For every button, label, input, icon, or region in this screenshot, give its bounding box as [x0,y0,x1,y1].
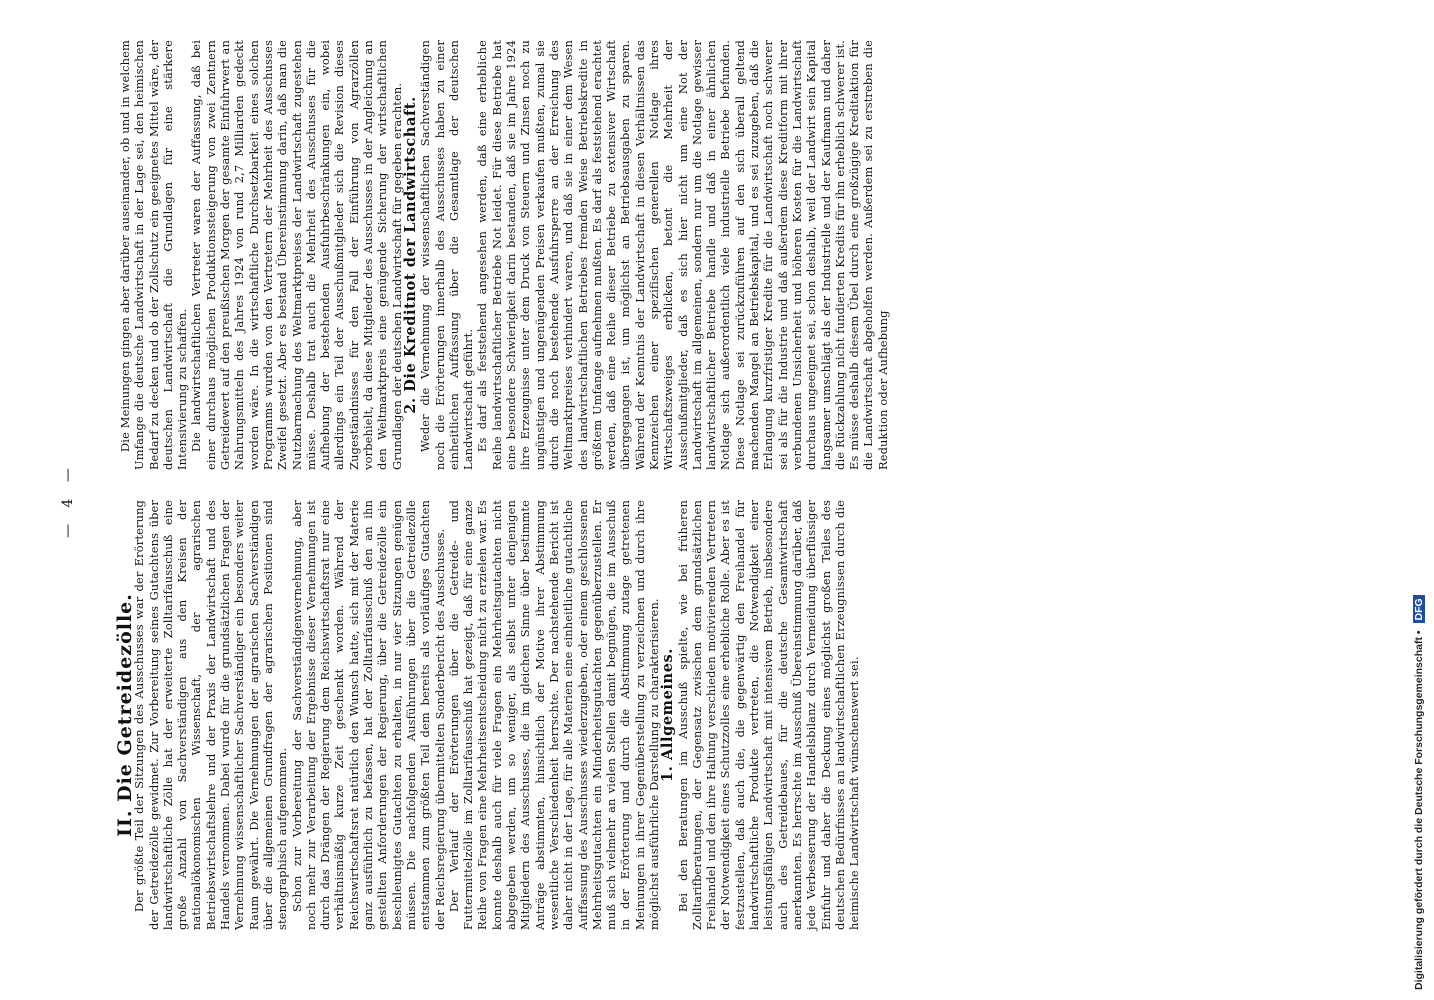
left-column [114,500,862,930]
section-title-getreidezoelle: II. Die Getreidezölle. [114,593,136,837]
paragraph: Weder die Vernehmung der wissenschaftlichen Sachverständigen noch die Erörterungen innerhalb des Ausschusses haben zu einer einheitlichen Auffassung über die Gesamtlage der deutschen Landwirtschaft geführt. [418,40,476,470]
digitization-credit [1410,0,1434,1000]
paragraph: Der größte Teil der Sitzungen des Ausschusses war der Erörterung der Getreidezölle gewidmet. Zur Vorbereitung seines Gutachtens über landwirtschaftliche Zölle hat der erweiterte Zolltarifausschuß eine große Anzahl von Sachverständigen aus den Kreisen der nationalökonomischen Wissenschaft, der agrarischen Betriebswirtschaftslehre und der Praxis der Landwirtschaft und des Handels vernommen. Dabei wurde für die grundsätzlichen Fragen der Vernehmung wissenschaftlicher Sachverständiger ein besonders weiter Raum gewährt. Die Vernehmungen der agrarischen Sachverständigen über die allgemeinen Grundfragen der agrarischen Positionen sind stenographisch aufgenommen. [132,500,290,930]
page-number: — 4 — [60,462,76,538]
right-column [118,40,890,470]
paragraph: Schon zur Vorbereitung der Sachverständigenvernehmung, aber noch mehr zur Verarbeitung der Ergebnisse dieser Vernehmungen ist durch das Drängen der Regierung dem Reichswirtschaftsrat nur eine verhältnismäßig kurze Zeit geschenkt worden. Während der Reichswirtschaftsrat natürlich den Wunsch hatte, sich mit der Materie ganz ausführlich zu befassen, hat der Zolltarifausschuß den an ihn gestellten Anforderungen der Regierung, über die Getreidezölle ein beschleunigtes Gutachten zu erhalten, in nur vier Sitzungen genügen müssen. Die nachfolgenden Ausführungen über die Getreidezölle entstammen zum größten Teil dem bereits als vorläufiges Gutachten der Reichsregierung übermittelten Sonderbericht des Ausschusses. [289,500,447,930]
subsection-title-kreditnot: 2. Die Kreditnot der Landwirtschaft. [401,96,419,414]
dfg-logo: DFG [1413,595,1425,623]
credit-text: Digitalisierung gefördert durch die Deutsche Forschungsgemeinschaft • [1413,630,1425,990]
subsection-title-allgemeines: 1. Allgemeines. [659,648,677,782]
paragraph: Der Verlauf der Erörterungen über die Getreide- und Futtermittelzölle im Zolltarifausschuß hat gezeigt, daß für eine ganze Reihe von Fragen eine Mehrheitsentscheidung nicht zu erzielen war. Es konnte deshalb auch für viele Fragen ein Mehrheitsgutachten nicht abgegeben werden, um so weniger, als selbst unter denjenigen Mitgliedern des Ausschusses, die im gleichen Sinne über bestimmte Anträge abstimmten, hinsichtlich der Motive ihrer Abstimmung wesentliche Verschiedenheit herrschte. Der nachstehende Bericht ist daher nicht in der Lage, für alle Materien eine einheitliche gutachtliche Auffassung des Ausschusses wiederzugeben, oder einem geschlossenen Mehrheitsgutachten ein Minderheitsgutachten gegenüberzustellen. Er muß sich vielmehr an vielen Stellen damit begnügen, die im Ausschuß in der Erörterung und durch die Abstimmung zutage getretenen Meinungen in ihrer Gegenüberstellung zu verzeichnen und durch ihre möglichst ausführliche Darstellung zu charakterisieren. [446,500,661,930]
paragraph: Es darf als feststehend angesehen werden, daß eine erhebliche Reihe landwirtschaftlicher Betriebe Not leidet. Für diese Betriebe hat eine besondere Schwierigkeit darin bestanden, daß sie im Jahre 1924 ihre Erzeugnisse unter dem Druck von Steuern und Zinsen noch zu ungünstigen und ungenügenden Preisen verkaufen mußten, zumal sie durch die noch bestehende Ausfuhrsperre an der Erreichung des Weltmarktpreises verhindert waren, und daß sie in einer dem Wesen des landwirtschaftlichen Betriebes fremden Weise Betriebskredite in größtem Umfange aufnehmen mußten. Es darf als feststehend erachtet werden, daß eine Reihe dieser Betriebe zu extensiver Wirtschaft übergegangen ist, um möglichst an Betriebsausgaben zu sparen. Während der Kenntnis der Landwirtschaft in diesen Verhältnissen das Kennzeichen einer spezifischen generellen Notlage ihres Wirtschaftszweiges erblicken, betont die Mehrheit der Ausschußmitglieder, daß es sich hier nicht um eine Not der Landwirtschaft im allgemeinen, sondern nur um die Notlage gewisser landwirtschaftlicher Betriebe handle und daß in einer ähnlichen Notlage sich außerordentlich viele industrielle Betriebe befunden. Diese Notlage sei zurückzuführen auf den sich überall geltend machenden Mangel an Betriebskapital, und es sei zuzugeben, daß die Erlangung kurzfristiger Kredite für die Landwirtschaft noch schwerer sei als für die Industrie und daß außerdem diese Kreditform mit ihrer verbundenen Unsicherheit und höheren Kosten für die Landwirtschaft durchaus ungeeignet sei, schon deshalb, weil der Landwirt sein Kapital langsamer umschlägt als der Industrielle und der Kaufmann und daher die Rückzahlung nicht fundierten Kredits für ihn erheblich schwerer ist. Es müsse deshalb diesem Übel durch eine großzügige Kreditaktion für die Landwirtschaft abgeholfen werden. Außerdem sei zu erstreben die Reduktion oder Aufhebung [475,40,890,470]
paragraph: Die Meinungen gingen aber darüber auseinander, ob und in welchem Umfange die deutsche Landwirtschaft in der Lage sei, den heimischen Bedarf zu decken und ob der Zollschutz ein geeignetes Mittel wäre, der deutschen Landwirtschaft die Grundlagen für eine stärkere Intensivierung zu schaffen. [118,40,190,470]
paragraph: Bei den Beratungen im Ausschuß spielte, wie bei früheren Zolltarifberatungen, der Gegensatz zwischen dem grundsätzlichen Freihandel und den ihre Haltung verschieden motivierenden Vertretern der Notwendigkeit eines Schutzzolles eine erhebliche Rolle. Aber es ist festzustellen, daß auch die, die gegenwärtig den Freihandel für landwirtschaftliche Produkte vertreten, die Notwendigkeit einer leistungsfähigen Landwirtschaft mit intensivem Betrieb, insbesondere auch des Getreidebaues, für die deutsche Gesamtwirtschaft anerkannten. Es herrschte im Ausschuß Übereinstimmung darüber, daß jede Verbesserung der Handelsbilanz durch Vermeidung überflüssiger Einfuhr und daher die Deckung eines möglichst großen Teiles des deutschen Bedürfnisses an landwirtschaftlichen Erzeugnissen durch die heimische Landwirtschaft wünschenswert sei. [675,500,862,930]
paragraph: Die landwirtschaftlichen Vertreter waren der Auffassung, daß bei einer durchaus möglichen Produktionssteigerung von zwei Zentnern Getreidewert auf den preußischen Morgen der gesamte Einfuhrwert an Nahrungsmitteln des Jahres 1924 von rund 2,7 Milliarden gedeckt worden wäre. In die wirtschaftliche Durchsetzbarkeit eines solchen Programms wurden von den Vertretern der Mehrheit des Ausschusses Zweifel gesetzt. Aber es bestand Übereinstimmung darin, daß man die Nutzbarmachung des Weltmarktpreises der Landwirtschaft zugestehen müsse. Deshalb trat auch die Mehrheit des Ausschusses für die Aufhebung der bestehenden Ausfuhrbeschränkungen ein, wobei allerdings ein Teil der Ausschußmitglieder sich die Revision dieses Zugeständnisses für den Fall der Einführung von Agrarzöllen vorbehielt, da diese Mitglieder des Ausschusses in der Angleichung an den Weltmarktpreis eine genügende Sicherung der wirtschaftlichen Grundlagen der deutschen Landwirtschaft für gegeben erachten. [189,40,404,470]
